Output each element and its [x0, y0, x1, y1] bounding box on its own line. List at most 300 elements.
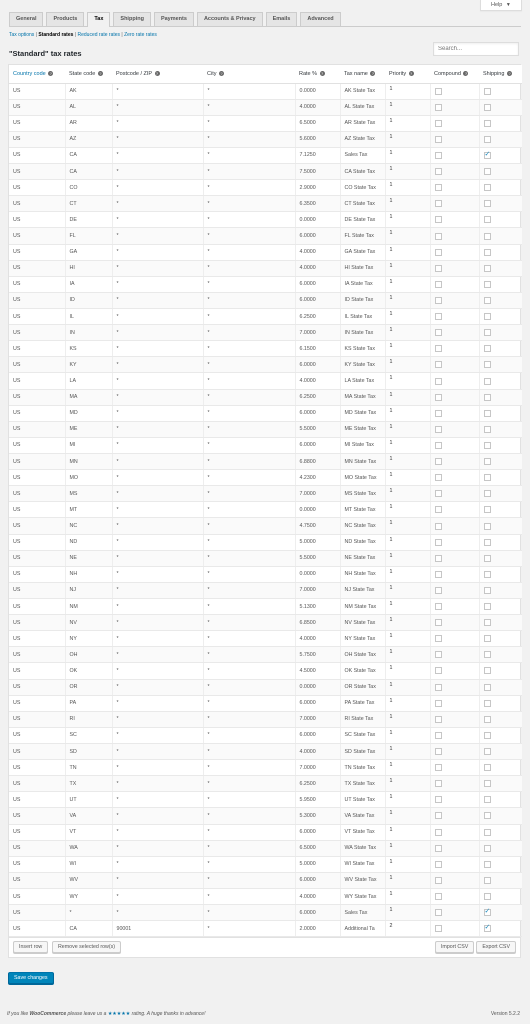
cell-state[interactable]: CA	[65, 164, 112, 180]
cell-priority[interactable]: 1	[385, 83, 430, 99]
cell-city[interactable]: *	[203, 454, 295, 470]
cell-postcode[interactable]: *	[112, 244, 203, 260]
cell-country[interactable]: US	[9, 856, 65, 872]
cell-priority[interactable]: 1	[385, 164, 430, 180]
shipping-checkbox[interactable]	[484, 458, 491, 465]
cell-priority[interactable]: 1	[385, 470, 430, 486]
cell-postcode[interactable]: *	[112, 663, 203, 679]
compound-checkbox[interactable]	[435, 796, 442, 803]
cell-rate[interactable]: 6.0000	[295, 405, 340, 421]
cell-rate[interactable]: 5.6000	[295, 131, 340, 147]
cell-priority[interactable]: 1	[385, 711, 430, 727]
cell-state[interactable]: IA	[65, 276, 112, 292]
cell-name[interactable]: SD State Tax	[340, 743, 385, 759]
cell-priority[interactable]: 1	[385, 196, 430, 212]
cell-country[interactable]: US	[9, 792, 65, 808]
cell-priority[interactable]: 1	[385, 808, 430, 824]
cell-name[interactable]: NE State Tax	[340, 550, 385, 566]
cell-name[interactable]: IL State Tax	[340, 309, 385, 325]
compound-checkbox[interactable]	[435, 329, 442, 336]
cell-name[interactable]: HI State Tax	[340, 260, 385, 276]
cell-city[interactable]: *	[203, 760, 295, 776]
shipping-checkbox[interactable]	[484, 812, 491, 819]
shipping-checkbox[interactable]	[484, 394, 491, 401]
cell-priority[interactable]: 1	[385, 421, 430, 437]
cell-state[interactable]: NV	[65, 615, 112, 631]
cell-postcode[interactable]: *	[112, 196, 203, 212]
link-tax-options[interactable]: Tax options	[9, 32, 35, 38]
compound-checkbox[interactable]	[435, 829, 442, 836]
cell-state[interactable]: CO	[65, 180, 112, 196]
cell-city[interactable]: *	[203, 389, 295, 405]
cell-priority[interactable]: 1	[385, 566, 430, 582]
compound-checkbox[interactable]	[435, 88, 442, 95]
shipping-checkbox[interactable]	[484, 667, 491, 674]
cell-country[interactable]: US	[9, 164, 65, 180]
cell-country[interactable]: US	[9, 228, 65, 244]
cell-priority[interactable]: 1	[385, 631, 430, 647]
export-csv-button[interactable]: Export CSV	[476, 941, 516, 953]
cell-name[interactable]: AZ State Tax	[340, 131, 385, 147]
shipping-checkbox[interactable]	[484, 200, 491, 207]
compound-checkbox[interactable]	[435, 490, 442, 497]
cell-postcode[interactable]: *	[112, 518, 203, 534]
cell-country[interactable]: US	[9, 518, 65, 534]
shipping-checkbox[interactable]	[484, 700, 491, 707]
cell-rate[interactable]: 7.0000	[295, 582, 340, 598]
cell-name[interactable]: OR State Tax	[340, 679, 385, 695]
cell-name[interactable]: UT State Tax	[340, 792, 385, 808]
column-name[interactable]	[340, 65, 385, 83]
link-standard-rates[interactable]: Standard rates	[38, 32, 74, 38]
shipping-checkbox[interactable]	[484, 877, 491, 884]
cell-rate[interactable]: 6.5000	[295, 840, 340, 856]
cell-rate[interactable]: 6.2500	[295, 309, 340, 325]
cell-city[interactable]: *	[203, 905, 295, 921]
cell-priority[interactable]: 1	[385, 743, 430, 759]
compound-checkbox[interactable]	[435, 426, 442, 433]
cell-name[interactable]: WV State Tax	[340, 872, 385, 888]
cell-priority[interactable]: 1	[385, 550, 430, 566]
cell-postcode[interactable]: *	[112, 760, 203, 776]
cell-name[interactable]: FL State Tax	[340, 228, 385, 244]
cell-postcode[interactable]: *	[112, 180, 203, 196]
cell-state[interactable]: ID	[65, 292, 112, 308]
cell-country[interactable]: US	[9, 743, 65, 759]
cell-city[interactable]: *	[203, 470, 295, 486]
compound-checkbox[interactable]	[435, 378, 442, 385]
cell-rate[interactable]: 5.0000	[295, 534, 340, 550]
tab-advanced[interactable]: Advanced	[300, 12, 340, 26]
shipping-checkbox[interactable]	[484, 651, 491, 658]
cell-postcode[interactable]: *	[112, 647, 203, 663]
cell-postcode[interactable]: *	[112, 212, 203, 228]
compound-checkbox[interactable]	[435, 877, 442, 884]
cell-name[interactable]: ME State Tax	[340, 421, 385, 437]
compound-checkbox[interactable]	[435, 555, 442, 562]
cell-postcode[interactable]: *	[112, 615, 203, 631]
cell-state[interactable]: OK	[65, 663, 112, 679]
cell-name[interactable]: NJ State Tax	[340, 582, 385, 598]
cell-name[interactable]: Sales Tax	[340, 147, 385, 163]
cell-priority[interactable]: 1	[385, 727, 430, 743]
cell-postcode[interactable]: *	[112, 695, 203, 711]
cell-state[interactable]: VA	[65, 808, 112, 824]
compound-checkbox[interactable]	[435, 603, 442, 610]
cell-city[interactable]: *	[203, 615, 295, 631]
compound-checkbox[interactable]	[435, 506, 442, 513]
cell-state[interactable]: VT	[65, 824, 112, 840]
cell-priority[interactable]: 1	[385, 437, 430, 453]
link-reduced-rates[interactable]: Reduced rate rates	[77, 32, 121, 38]
cell-state[interactable]: NY	[65, 631, 112, 647]
shipping-checkbox[interactable]	[484, 104, 491, 111]
shipping-checkbox[interactable]	[484, 909, 491, 916]
shipping-checkbox[interactable]	[484, 184, 491, 191]
compound-checkbox[interactable]	[435, 732, 442, 739]
cell-rate[interactable]: 4.0000	[295, 244, 340, 260]
compound-checkbox[interactable]	[435, 281, 442, 288]
compound-checkbox[interactable]	[435, 571, 442, 578]
cell-country[interactable]: US	[9, 808, 65, 824]
cell-country[interactable]: US	[9, 872, 65, 888]
cell-country[interactable]: US	[9, 502, 65, 518]
cell-rate[interactable]: 4.0000	[295, 260, 340, 276]
shipping-checkbox[interactable]	[484, 442, 491, 449]
cell-country[interactable]: US	[9, 582, 65, 598]
cell-state[interactable]: MN	[65, 454, 112, 470]
cell-rate[interactable]: 6.0000	[295, 695, 340, 711]
cell-priority[interactable]: 1	[385, 582, 430, 598]
cell-country[interactable]: US	[9, 325, 65, 341]
cell-rate[interactable]: 5.5000	[295, 421, 340, 437]
compound-checkbox[interactable]	[435, 200, 442, 207]
cell-postcode[interactable]: *	[112, 502, 203, 518]
shipping-checkbox[interactable]	[484, 249, 491, 256]
cell-state[interactable]: IL	[65, 309, 112, 325]
cell-postcode[interactable]: *	[112, 83, 203, 99]
remove-rows-button[interactable]: Remove selected row(s)	[52, 941, 121, 953]
cell-postcode[interactable]: *	[112, 743, 203, 759]
cell-country[interactable]: US	[9, 212, 65, 228]
cell-country[interactable]: US	[9, 905, 65, 921]
cell-rate[interactable]: 5.5000	[295, 550, 340, 566]
cell-city[interactable]: *	[203, 131, 295, 147]
cell-rate[interactable]: 4.0000	[295, 99, 340, 115]
cell-city[interactable]: *	[203, 711, 295, 727]
compound-checkbox[interactable]	[435, 313, 442, 320]
shipping-checkbox[interactable]	[484, 378, 491, 385]
cell-state[interactable]: HI	[65, 260, 112, 276]
cell-country[interactable]: US	[9, 631, 65, 647]
cell-priority[interactable]: 1	[385, 454, 430, 470]
cell-state[interactable]: RI	[65, 711, 112, 727]
cell-state[interactable]: NH	[65, 566, 112, 582]
cell-name[interactable]: KS State Tax	[340, 341, 385, 357]
shipping-checkbox[interactable]	[484, 216, 491, 223]
cell-rate[interactable]: 4.0000	[295, 373, 340, 389]
cell-state[interactable]: UT	[65, 792, 112, 808]
cell-rate[interactable]: 2.9000	[295, 180, 340, 196]
cell-city[interactable]: *	[203, 582, 295, 598]
cell-rate[interactable]: 7.0000	[295, 760, 340, 776]
save-changes-button[interactable]: Save changes	[8, 972, 54, 984]
cell-state[interactable]: MT	[65, 502, 112, 518]
cell-postcode[interactable]: *	[112, 550, 203, 566]
cell-state[interactable]: GA	[65, 244, 112, 260]
help-tip-icon[interactable]: ?	[410, 70, 413, 76]
cell-name[interactable]: WY State Tax	[340, 888, 385, 904]
cell-country[interactable]: US	[9, 405, 65, 421]
cell-country[interactable]: US	[9, 663, 65, 679]
column-country[interactable]	[9, 65, 65, 83]
cell-postcode[interactable]: *	[112, 405, 203, 421]
cell-name[interactable]: MO State Tax	[340, 470, 385, 486]
cell-name[interactable]: MS State Tax	[340, 486, 385, 502]
cell-rate[interactable]: 6.0000	[295, 905, 340, 921]
cell-name[interactable]: LA State Tax	[340, 373, 385, 389]
cell-country[interactable]: US	[9, 679, 65, 695]
cell-state[interactable]: ND	[65, 534, 112, 550]
shipping-checkbox[interactable]	[484, 684, 491, 691]
cell-name[interactable]: MT State Tax	[340, 502, 385, 518]
compound-checkbox[interactable]	[435, 651, 442, 658]
shipping-checkbox[interactable]	[484, 925, 491, 932]
cell-city[interactable]: *	[203, 566, 295, 582]
compound-checkbox[interactable]	[435, 812, 442, 819]
shipping-checkbox[interactable]	[484, 410, 491, 417]
compound-checkbox[interactable]	[435, 635, 442, 642]
cell-state[interactable]: FL	[65, 228, 112, 244]
cell-state[interactable]: MS	[65, 486, 112, 502]
shipping-checkbox[interactable]	[484, 893, 491, 900]
cell-country[interactable]: US	[9, 840, 65, 856]
compound-checkbox[interactable]	[435, 716, 442, 723]
compound-checkbox[interactable]	[435, 233, 442, 240]
cell-rate[interactable]: 6.3500	[295, 196, 340, 212]
compound-checkbox[interactable]	[435, 748, 442, 755]
cell-rate[interactable]: 4.7500	[295, 518, 340, 534]
cell-rate[interactable]: 5.3000	[295, 808, 340, 824]
cell-name[interactable]: CA State Tax	[340, 164, 385, 180]
cell-state[interactable]: IN	[65, 325, 112, 341]
cell-postcode[interactable]: *	[112, 856, 203, 872]
cell-country[interactable]: US	[9, 647, 65, 663]
cell-state[interactable]: OR	[65, 679, 112, 695]
shipping-checkbox[interactable]	[484, 426, 491, 433]
help-tip-icon[interactable]: ?	[320, 70, 324, 76]
cell-city[interactable]: *	[203, 599, 295, 615]
cell-priority[interactable]: 1	[385, 115, 430, 131]
cell-rate[interactable]: 4.0000	[295, 888, 340, 904]
compound-checkbox[interactable]	[435, 700, 442, 707]
cell-name[interactable]: CT State Tax	[340, 196, 385, 212]
cell-name[interactable]: NC State Tax	[340, 518, 385, 534]
column-postcode[interactable]	[112, 65, 203, 83]
cell-city[interactable]: *	[203, 921, 295, 937]
cell-country[interactable]: US	[9, 727, 65, 743]
cell-country[interactable]: US	[9, 292, 65, 308]
cell-city[interactable]: *	[203, 325, 295, 341]
cell-state[interactable]: NE	[65, 550, 112, 566]
shipping-checkbox[interactable]	[484, 152, 491, 159]
cell-state[interactable]: ME	[65, 421, 112, 437]
cell-postcode[interactable]: *	[112, 115, 203, 131]
cell-rate[interactable]: 5.7500	[295, 647, 340, 663]
cell-postcode[interactable]: *	[112, 99, 203, 115]
cell-country[interactable]: US	[9, 244, 65, 260]
cell-priority[interactable]: 1	[385, 888, 430, 904]
cell-postcode[interactable]: *	[112, 679, 203, 695]
cell-rate[interactable]: 6.0000	[295, 228, 340, 244]
cell-name[interactable]: TX State Tax	[340, 776, 385, 792]
shipping-checkbox[interactable]	[484, 523, 491, 530]
cell-city[interactable]: *	[203, 776, 295, 792]
help-tip-icon[interactable]: ?	[371, 70, 374, 76]
cell-priority[interactable]: 1	[385, 824, 430, 840]
cell-rate[interactable]: 0.0000	[295, 679, 340, 695]
cell-rate[interactable]: 7.0000	[295, 711, 340, 727]
cell-rate[interactable]: 4.0000	[295, 631, 340, 647]
cell-state[interactable]: CA	[65, 147, 112, 163]
cell-name[interactable]: ID State Tax	[340, 292, 385, 308]
cell-priority[interactable]: 1	[385, 663, 430, 679]
cell-city[interactable]: *	[203, 631, 295, 647]
cell-state[interactable]: AZ	[65, 131, 112, 147]
cell-rate[interactable]: 6.0000	[295, 276, 340, 292]
cell-rate[interactable]: 7.0000	[295, 325, 340, 341]
cell-name[interactable]: TN State Tax	[340, 760, 385, 776]
cell-rate[interactable]: 6.0000	[295, 357, 340, 373]
cell-city[interactable]: *	[203, 808, 295, 824]
cell-state[interactable]: AK	[65, 83, 112, 99]
cell-name[interactable]: Sales Tax	[340, 905, 385, 921]
cell-city[interactable]: *	[203, 663, 295, 679]
cell-priority[interactable]: 1	[385, 647, 430, 663]
cell-city[interactable]: *	[203, 856, 295, 872]
cell-priority[interactable]: 1	[385, 292, 430, 308]
cell-country[interactable]: US	[9, 454, 65, 470]
cell-rate[interactable]: 6.8500	[295, 615, 340, 631]
cell-priority[interactable]: 1	[385, 373, 430, 389]
cell-postcode[interactable]: *	[112, 888, 203, 904]
shipping-checkbox[interactable]	[484, 829, 491, 836]
compound-checkbox[interactable]	[435, 168, 442, 175]
shipping-checkbox[interactable]	[484, 603, 491, 610]
cell-priority[interactable]: 1	[385, 840, 430, 856]
cell-postcode[interactable]: *	[112, 147, 203, 163]
cell-country[interactable]: US	[9, 888, 65, 904]
compound-checkbox[interactable]	[435, 265, 442, 272]
cell-country[interactable]: US	[9, 470, 65, 486]
cell-city[interactable]: *	[203, 83, 295, 99]
help-tip-icon[interactable]: ?	[464, 70, 468, 76]
cell-priority[interactable]: 1	[385, 389, 430, 405]
cell-country[interactable]: US	[9, 180, 65, 196]
cell-country[interactable]: US	[9, 83, 65, 99]
cell-state[interactable]: WA	[65, 840, 112, 856]
insert-row-button[interactable]: Insert row	[13, 941, 48, 953]
help-tip-icon[interactable]: ?	[508, 70, 511, 76]
compound-checkbox[interactable]	[435, 861, 442, 868]
shipping-checkbox[interactable]	[484, 281, 491, 288]
cell-name[interactable]: IN State Tax	[340, 325, 385, 341]
compound-checkbox[interactable]	[435, 909, 442, 916]
shipping-checkbox[interactable]	[484, 474, 491, 481]
cell-rate[interactable]: 5.0000	[295, 856, 340, 872]
cell-city[interactable]: *	[203, 276, 295, 292]
cell-postcode[interactable]: *	[112, 582, 203, 598]
cell-postcode[interactable]: *	[112, 905, 203, 921]
cell-state[interactable]: OH	[65, 647, 112, 663]
cell-name[interactable]: CO State Tax	[340, 180, 385, 196]
shipping-checkbox[interactable]	[484, 619, 491, 626]
shipping-checkbox[interactable]	[484, 764, 491, 771]
cell-name[interactable]: PA State Tax	[340, 695, 385, 711]
cell-rate[interactable]: 7.0000	[295, 486, 340, 502]
shipping-checkbox[interactable]	[484, 796, 491, 803]
cell-city[interactable]: *	[203, 147, 295, 163]
cell-city[interactable]: *	[203, 421, 295, 437]
cell-city[interactable]: *	[203, 872, 295, 888]
cell-postcode[interactable]: *	[112, 260, 203, 276]
help-tip-icon[interactable]: ?	[220, 70, 223, 76]
shipping-checkbox[interactable]	[484, 233, 491, 240]
cell-city[interactable]: *	[203, 534, 295, 550]
cell-rate[interactable]: 0.0000	[295, 502, 340, 518]
cell-city[interactable]: *	[203, 502, 295, 518]
cell-city[interactable]: *	[203, 437, 295, 453]
cell-city[interactable]: *	[203, 840, 295, 856]
cell-country[interactable]: US	[9, 115, 65, 131]
cell-country[interactable]: US	[9, 196, 65, 212]
cell-priority[interactable]: 1	[385, 147, 430, 163]
compound-checkbox[interactable]	[435, 184, 442, 191]
cell-country[interactable]: US	[9, 309, 65, 325]
cell-priority[interactable]: 1	[385, 776, 430, 792]
cell-country[interactable]: US	[9, 357, 65, 373]
cell-name[interactable]: MA State Tax	[340, 389, 385, 405]
tab-payments[interactable]: Payments	[154, 12, 194, 26]
tab-accounts-privacy[interactable]: Accounts & Privacy	[197, 12, 263, 26]
compound-checkbox[interactable]	[435, 297, 442, 304]
import-csv-button[interactable]: Import CSV	[435, 941, 474, 953]
cell-city[interactable]: *	[203, 164, 295, 180]
cell-city[interactable]: *	[203, 695, 295, 711]
compound-checkbox[interactable]	[435, 442, 442, 449]
compound-checkbox[interactable]	[435, 619, 442, 626]
shipping-checkbox[interactable]	[484, 490, 491, 497]
cell-name[interactable]: SC State Tax	[340, 727, 385, 743]
cell-state[interactable]: DE	[65, 212, 112, 228]
compound-checkbox[interactable]	[435, 345, 442, 352]
cell-state[interactable]: MO	[65, 470, 112, 486]
cell-postcode[interactable]: *	[112, 389, 203, 405]
cell-state[interactable]: KS	[65, 341, 112, 357]
cell-postcode[interactable]: *	[112, 276, 203, 292]
cell-city[interactable]: *	[203, 99, 295, 115]
tab-general[interactable]: General	[9, 12, 43, 26]
cell-postcode[interactable]: *	[112, 711, 203, 727]
cell-priority[interactable]: 1	[385, 357, 430, 373]
cell-state[interactable]: PA	[65, 695, 112, 711]
cell-priority[interactable]: 1	[385, 405, 430, 421]
shipping-checkbox[interactable]	[484, 635, 491, 642]
column-priority[interactable]	[385, 65, 430, 83]
cell-city[interactable]: *	[203, 405, 295, 421]
cell-postcode[interactable]: *	[112, 437, 203, 453]
cell-postcode[interactable]: *	[112, 454, 203, 470]
